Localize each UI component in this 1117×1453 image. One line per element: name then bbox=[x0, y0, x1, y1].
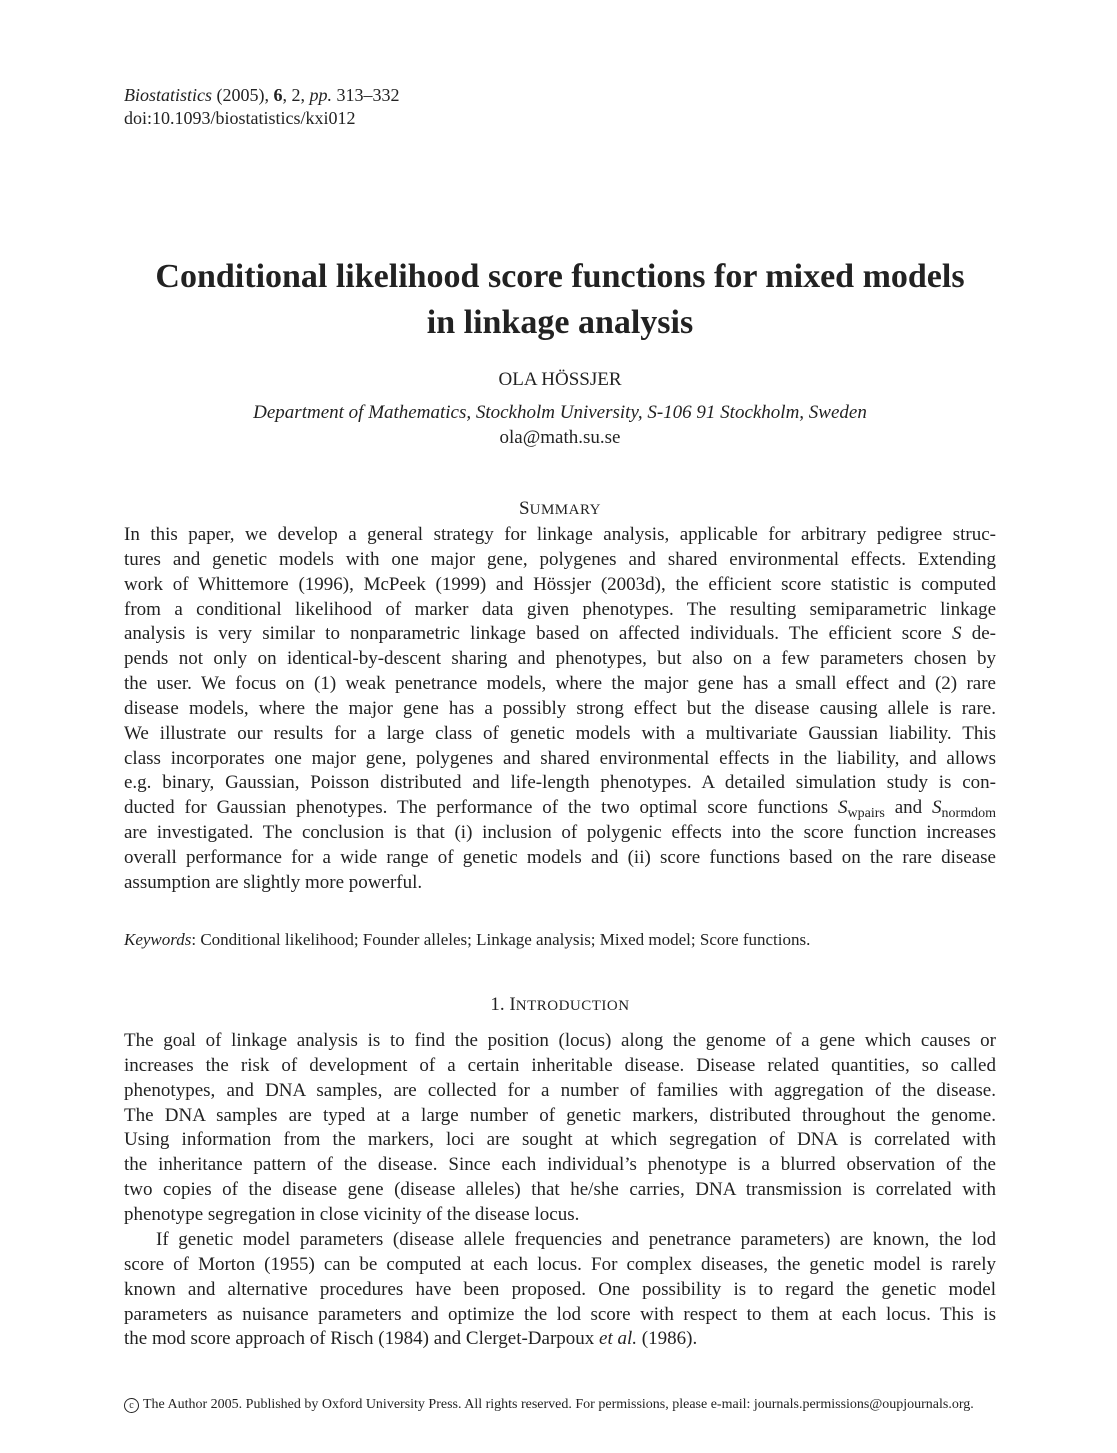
paragraph-line: Using information from the markers, loci are sought at which segregation of DNA is correlated with bbox=[124, 1129, 996, 1151]
score-symbol: S bbox=[952, 623, 962, 645]
journal-header bbox=[124, 84, 400, 130]
paragraph-line: the inheritance pattern of the disease. Since each individual’s phenotype is a blurred observation of the bbox=[124, 1154, 996, 1176]
paragraph-line: The DNA samples are typed at a large number of genetic markers, distributed throughout the genome. bbox=[124, 1104, 996, 1126]
journal-volume: 6 bbox=[273, 85, 283, 105]
journal-name: Biostatistics bbox=[124, 85, 213, 105]
citation-line: Biostatistics (2005), 6, 2, pp. 313–332 bbox=[124, 85, 400, 105]
copyright-footer bbox=[124, 1396, 996, 1414]
paragraph-line: known and alternative procedures have been proposed. One possibility is to regard the genetic model bbox=[124, 1278, 996, 1300]
title-line: in linkage analysis bbox=[426, 304, 694, 341]
journal-issue: 2, bbox=[291, 85, 306, 105]
introduction-heading: 1. INTRODUCTION bbox=[490, 994, 630, 1015]
keywords bbox=[124, 928, 810, 952]
paragraph-line: phenotypes, and DNA samples, are collected for a number of families with aggregation of the disease. bbox=[124, 1079, 996, 1101]
author-affiliation: Department of Mathematics, Stockholm University, S-106 91 Stockholm, Sweden bbox=[253, 402, 867, 423]
summary-line: work of Whittemore (1996), McPeek (1999) and Hössjer (2003d), the efficient score statistic is computed bbox=[124, 573, 996, 595]
summary-line: ducted for Gaussian phenotypes. The performance of the two optimal score functions $S_{wpairs}$ and $S_{normdom}$ bbox=[124, 797, 996, 822]
copyright-text: The Author 2005. Published by Oxford University Press. All rights reserved. For permissions, please e-mail: journals.permissions@oupjournals.org. bbox=[143, 1397, 974, 1412]
summary-line: pends not only on identical-by-descent sharing and phenotypes, but also on a few parameters chosen by bbox=[124, 648, 996, 670]
author-name: OLA HÖSSJER bbox=[498, 369, 622, 390]
doi: doi:10.1093/biostatistics/kxi012 bbox=[124, 108, 356, 128]
journal-year: (2005) bbox=[216, 85, 265, 105]
introduction-paragraph bbox=[124, 1029, 996, 1228]
summary-line: analysis is very similar to nonparametric linkage based on affected individuals. The efficient score S de- bbox=[124, 623, 997, 645]
paragraph-line: parameters as nuisance parameters and optimize the lod score with respect to them at each locus. This is bbox=[124, 1303, 996, 1325]
introduction-paragraph bbox=[124, 1228, 996, 1352]
paragraph-line: increases the risk of development of a certain inheritable disease. Disease related quantities, so called bbox=[124, 1054, 996, 1076]
summary-line: tures and genetic models with one major gene, polygenes and shared environmental effects. Extending bbox=[124, 548, 996, 570]
summary-line: We illustrate our results for a large class of genetic models with a multivariate Gaussian liability. This bbox=[124, 722, 996, 744]
score-symbol: S bbox=[838, 797, 848, 819]
summary-line: overall performance for a wide range of genetic models and (ii) score functions based on the rare disease bbox=[124, 846, 996, 868]
summary-line: class incorporates one major gene, polygenes and shared environmental effects in the liability, and allows bbox=[124, 747, 996, 769]
score-subscript: wpairs bbox=[847, 806, 885, 822]
summary-line: In this paper, we develop a general strategy for linkage analysis, applicable for arbitrary pedigree struc- bbox=[124, 524, 996, 545]
paragraph-line: phenotype segregation in close vicinity of the disease locus. bbox=[124, 1203, 580, 1225]
score-subscript: normdom bbox=[941, 806, 996, 822]
pages-label: pp. bbox=[309, 85, 333, 105]
paragraph-line: The goal of linkage analysis is to find the position (locus) along the genome of a gene which causes or bbox=[124, 1030, 996, 1051]
paragraph-line: two copies of the disease gene (disease alleles) that he/she carries, DNA transmission is correlated with bbox=[124, 1179, 996, 1201]
summary-line: e.g. binary, Gaussian, Poisson distributed and life-length phenotypes. A detailed simulation study is con- bbox=[124, 772, 996, 794]
summary-line: from a conditional likelihood of marker data given phenotypes. The resulting semiparametric linkage bbox=[124, 598, 996, 620]
score-symbol: S bbox=[932, 797, 942, 819]
et-al: et al. bbox=[599, 1328, 638, 1350]
journal-pages: 313–332 bbox=[336, 85, 400, 105]
summary-text bbox=[124, 523, 996, 896]
title-line: Conditional likelihood score functions for mixed models bbox=[155, 258, 965, 295]
keywords-list: : Conditional likelihood; Founder alleles; Linkage analysis; Mixed model; Score functions. bbox=[191, 930, 811, 949]
copyright-icon: c bbox=[124, 1398, 139, 1413]
summary-heading: SUMMARY bbox=[519, 498, 601, 519]
summary-line: disease models, where the major gene has a possibly strong effect but the disease causing allele is rare. bbox=[124, 697, 996, 719]
paragraph-line: the mod score approach of Risch (1984) and Clerget-Darpoux et al. (1986). bbox=[124, 1328, 698, 1350]
paper-title bbox=[124, 254, 996, 346]
paragraph-line: score of Morton (1955) can be computed at each locus. For complex diseases, the genetic model is rarely bbox=[124, 1253, 996, 1275]
author-email: ola@math.su.se bbox=[499, 427, 621, 448]
summary-line: are investigated. The conclusion is that (i) inclusion of polygenic effects into the score function increases bbox=[124, 822, 996, 844]
paragraph-line: If genetic model parameters (disease allele frequencies and penetrance parameters) are known, the lod bbox=[156, 1229, 996, 1250]
keywords-label: Keywords bbox=[124, 930, 192, 949]
summary-line: the user. We focus on (1) weak penetrance models, where the major gene has a small effect and (2) rare bbox=[124, 673, 996, 695]
summary-line: assumption are slightly more powerful. bbox=[124, 871, 423, 893]
